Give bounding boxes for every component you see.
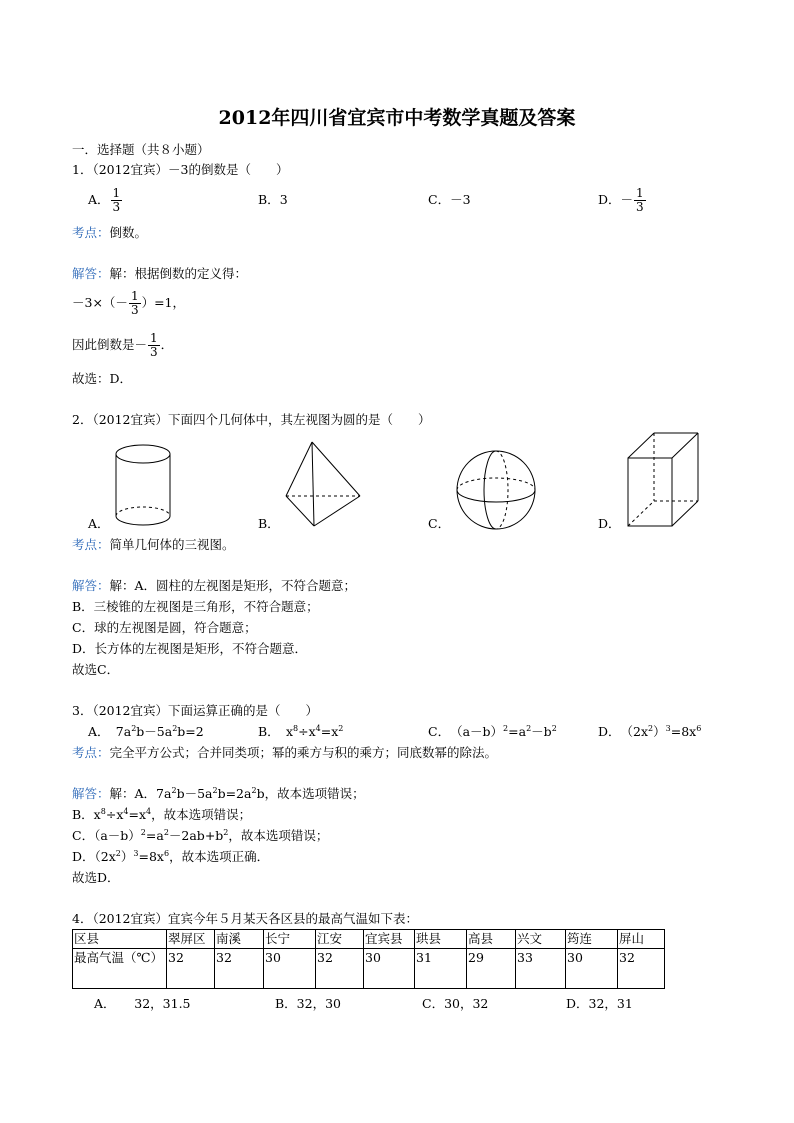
q3-answer: 故选D． <box>72 870 120 885</box>
table-cell: 29 <box>467 949 516 989</box>
q1-option-d-fraction: $\frac{1}{3}$ <box>636 186 644 214</box>
temperature-table <box>72 929 665 989</box>
q2-kaodian: 考点：简单几何体的三视图。 <box>72 537 235 552</box>
cylinder-figure <box>110 442 176 530</box>
q2-line-c: C．球的左视图是圆，符合题意； <box>72 620 257 635</box>
q1-option-a <box>88 185 123 215</box>
q4-option-d: D．32，31 <box>566 996 633 1011</box>
table-cell: 30 <box>364 949 415 989</box>
q1-option-c: C．－3 <box>428 192 471 207</box>
q3-jieda-c: C．$(a-b)^2=a^2-2ab+b^2$，故本选项错误； <box>72 828 329 843</box>
table-header-row <box>73 930 665 949</box>
q1-answer: 故选：D． <box>72 371 133 386</box>
q2-line-d: D．长方体的左视图是矩形，不符合题意． <box>72 641 308 656</box>
q2-line-b: B．三棱锥的左视图是三角形，不符合题意； <box>72 599 319 614</box>
q1-option-a-fraction: $\frac{1}{3}$ <box>112 186 121 214</box>
table-row-label: 最高气温（℃） <box>73 949 167 989</box>
q4-option-a: A． 32，31.5 <box>94 996 191 1011</box>
q2-label-c: C． <box>428 516 451 531</box>
table-header-cell: 筠连 <box>566 930 618 949</box>
q4-option-c: C．30，32 <box>422 996 489 1011</box>
table-cell: 32 <box>167 949 215 989</box>
table-header-cell: 高县 <box>467 930 516 949</box>
table-header-cell: 翠屏区 <box>167 930 215 949</box>
table-cell: 30 <box>264 949 316 989</box>
q1-option-d: D．－ $\frac{1}{3}$ <box>598 186 644 214</box>
q2-jieda: 解答：解：A．圆柱的左视图是矩形，不符合题意； <box>72 578 357 593</box>
table-header-cell: 屏山 <box>618 930 665 949</box>
table-header-cell: 区县 <box>73 930 167 949</box>
page-title: 2012年四川省宜宾市中考数学真题及答案 <box>218 107 576 129</box>
table-header-cell: 南溪 <box>215 930 264 949</box>
q3-option-b: B． $x^8\div x^4=x^2$ <box>258 724 344 739</box>
cuboid-figure <box>624 430 704 530</box>
table-header-cell: 宜宾县 <box>364 930 415 949</box>
table-header-cell: 江安 <box>316 930 364 949</box>
q3-kaodian: 考点：完全平方公式；合并同类项；幂的乘方与积的乘方；同底数幂的除法。 <box>72 745 498 760</box>
sphere-figure <box>454 448 540 534</box>
section-heading: 一．选择题（共８小题） <box>72 142 210 157</box>
table-cell: 32 <box>316 949 364 989</box>
table-header-cell: 长宁 <box>264 930 316 949</box>
q1-option-a-label: A． <box>88 192 110 207</box>
q1-jieda: 解答：解：根据倒数的定义得： <box>72 266 248 281</box>
q2-label-b: B． <box>258 516 280 531</box>
q2-label-d: D． <box>598 516 621 531</box>
q2-label-a: A． <box>88 516 110 531</box>
table-cell: 32 <box>215 949 264 989</box>
q1-kaodian: 考点：倒数。 <box>72 225 148 240</box>
q3-option-c: C． $(a-b)^2=a^2-b^2$ <box>428 724 557 739</box>
table-header-cell: 兴文 <box>516 930 566 949</box>
triangular-pyramid-figure <box>282 440 366 530</box>
q2-stem: 2．（2012宜宾）下面四个几何体中，其左视图为圆的是（ ） <box>72 412 431 427</box>
table-cell: 33 <box>516 949 566 989</box>
q1-conclusion: 因此倒数是－ $\frac{1}{3}$ ． <box>72 331 174 359</box>
q1-option-b: B．3 <box>258 192 288 207</box>
table-cell: 31 <box>415 949 467 989</box>
table-cell: 32 <box>618 949 665 989</box>
table-cell: 30 <box>566 949 618 989</box>
q2-answer: 故选C． <box>72 662 120 677</box>
q4-option-b: B．32，30 <box>275 996 341 1011</box>
q3-stem: 3．（2012宜宾）下面运算正确的是（ ） <box>72 703 319 718</box>
q1-calculation: －3×（－ $\frac{1}{3}$ ）=1， <box>72 289 186 317</box>
q3-jieda-d: D．$(2x^2)^3=8x^6$，故本选项正确． <box>72 849 270 864</box>
q4-stem: 4．（2012宜宾）宜宾今年５月某天各区县的最高气温如下表： <box>72 911 419 926</box>
q3-jieda-b: B．$x^8\div x^4=x^4$，故本选项错误； <box>72 807 252 822</box>
q1-stem: 1．（2012宜宾）－3的倒数是（ ） <box>72 162 289 177</box>
q3-option-d: D． $(2x^2)^3=8x^6$ <box>598 724 702 739</box>
table-row <box>73 949 665 989</box>
q3-jieda-a: 解答：解：A．$7a^2b-5a^2b=2a^2b$，故本选项错误； <box>72 786 365 801</box>
q3-option-a: A． $7a^2b-5a^2b=2$ <box>88 724 204 739</box>
table-header-cell: 珙县 <box>415 930 467 949</box>
